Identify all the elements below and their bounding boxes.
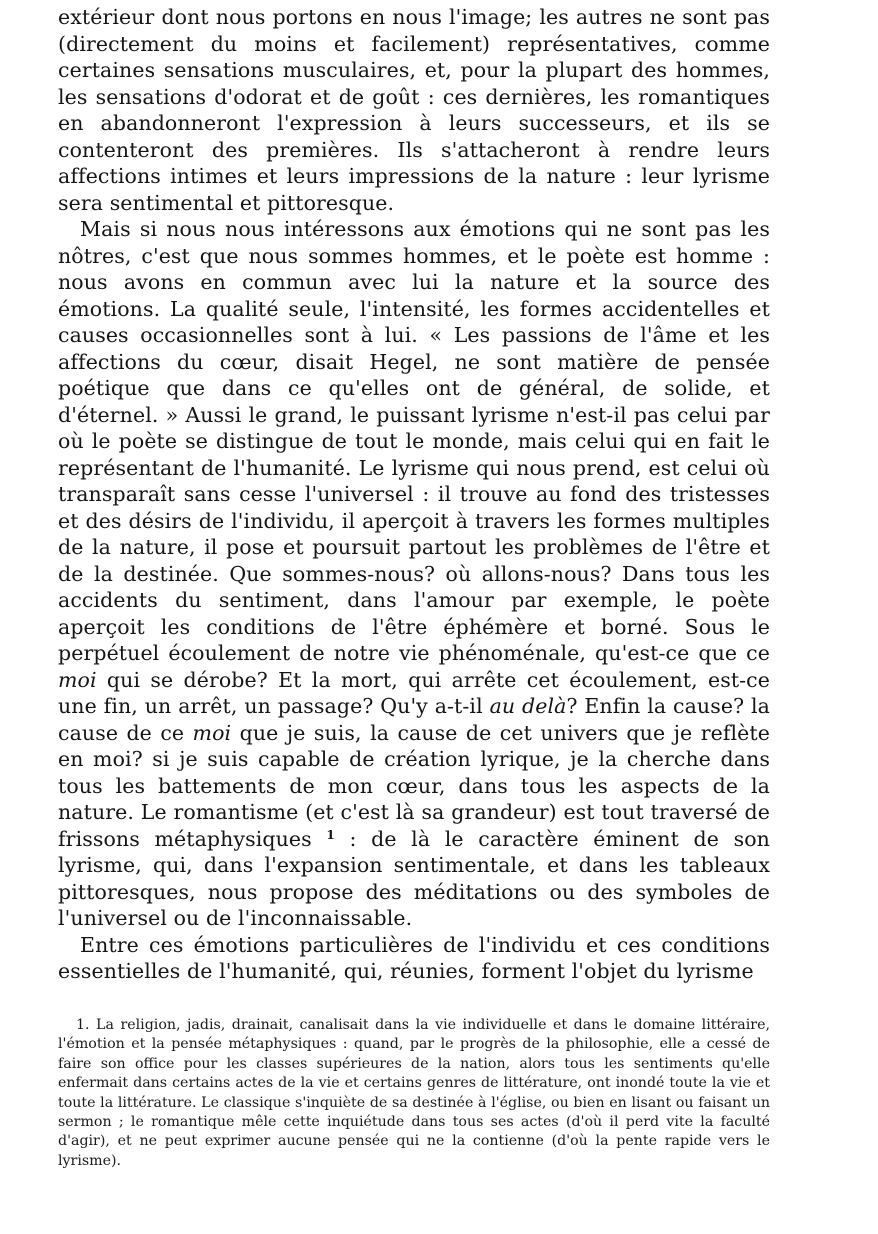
paragraph-2-part-5: : de là le caractère éminent de son lyrisme, qui, dans l'expansion sentimentale, et dans les tableaux pittoresques, nous propose des méditations ou des symboles de l'universel ou de l'inconnaissable. — [58, 826, 770, 930]
paragraph-2-part-1: Mais si nous nous intéressons aux émotions qui ne sont pas les nôtres, c'est que nous sommes hommes, et le poète est homme : nous avons en commun avec lui la nature et la source des émotions. La qualité seule, l'intensité, les formes accidentelles et causes occasionnelles sont à lui. « Les passions de l'âme et les affections du cœur, disait Hegel, ne sont matière de pensée poétique que dans ce qu'elles ont de général, de solide, et d'éternel. » Aussi le grand, le puissant lyrisme n'est-il pas celui par où le poète se distingue de tout le monde, mais celui qui en fait le représentant de l'humanité. Le lyrisme qui nous prend, est celui où transparaît sans cesse l'universel : il trouve au fond des tristesses et des désirs de l'individu, il aperçoit à travers les formes multiples de la nature, il pose et poursuit partout les problèmes de l'être et de la destinée. Que sommes-nous? où allons-nous? Dans tous les accidents du sentiment, dans l'amour par exemple, le poète aperçoit les conditions de l'être éphémère et borné. Sous le perpétuel écoulement de notre vie phénoménale, qu'est-ce que ce — [58, 217, 770, 665]
paragraph-2-part-3: ? Enfin la cause? la cause de ce — [58, 694, 770, 745]
paragraph-3: Entre ces émotions particulières de l'individu et ces conditions essentielles de l'humanité, qui, réunies, forment l'objet du lyrisme — [58, 932, 770, 983]
footnote-reference[interactable]: 1 — [326, 827, 335, 842]
paragraph-2-part-2: qui se dérobe? Et la mort, qui arrête cet écoulement, est-ce une fin, un arrêt, un passage? Qu'y a-t-il — [58, 667, 770, 718]
italic-au-dela: au delà — [489, 694, 567, 718]
italic-moi: moi — [58, 667, 97, 692]
paragraph-1: extérieur dont nous portons en nous l'image; les autres ne sont pas (directement du moins et facilement) représentatives, comme certaines sensations musculaires, et, pour la plupart des hommes, les sensations d'odorat et de goût : ces dernières, les romantiques en abandonneront l'expression à leurs successeurs, et ils se contenteront des premières. Ils s'attacheront à rendre leurs affections intimes et leurs impressions de la nature : leur lyrisme sera sentimental et pittoresque. — [58, 5, 770, 215]
paragraph-2-part-4: que je suis, la cause de cet univers que je reflète en moi? si je suis capable de création lyrique, je la cherche dans tous les battements de mon cœur, dans tous les aspects de la nature. Le romantisme (et c'est là sa grandeur) est tout traversé de frissons métaphysiques — [58, 720, 770, 851]
footnote-1: 1. La religion, jadis, drainait, canalisait dans la vie individuelle et dans le domaine littéraire, l'émotion et la pensée métaphysiques : quand, par le progrès de la philosophie, elle a cessé de faire son office pour les classes supérieures de la nation, alors tous les sentiments qu'elle enfermait dans certains actes de la vie et certains genres de littérature, ont inondé toute la vie et toute la littérature. Le classique s'inquiète de sa destinée à l'église, ou bien en lisant ou faisant un sermon ; le romantique mêle cette inquiétude dans tous ses actes (d'où il perd vite la faculté d'agir), et ne peut exprimer aucune pensée qui ne la contienne (d'où la pente rapide vers le lyrisme). — [58, 1017, 770, 1169]
body-text — [58, 4, 770, 985]
paragraph-2 — [58, 216, 770, 932]
footnotes — [58, 1016, 770, 1171]
italic-moi-2: moi — [192, 720, 232, 745]
